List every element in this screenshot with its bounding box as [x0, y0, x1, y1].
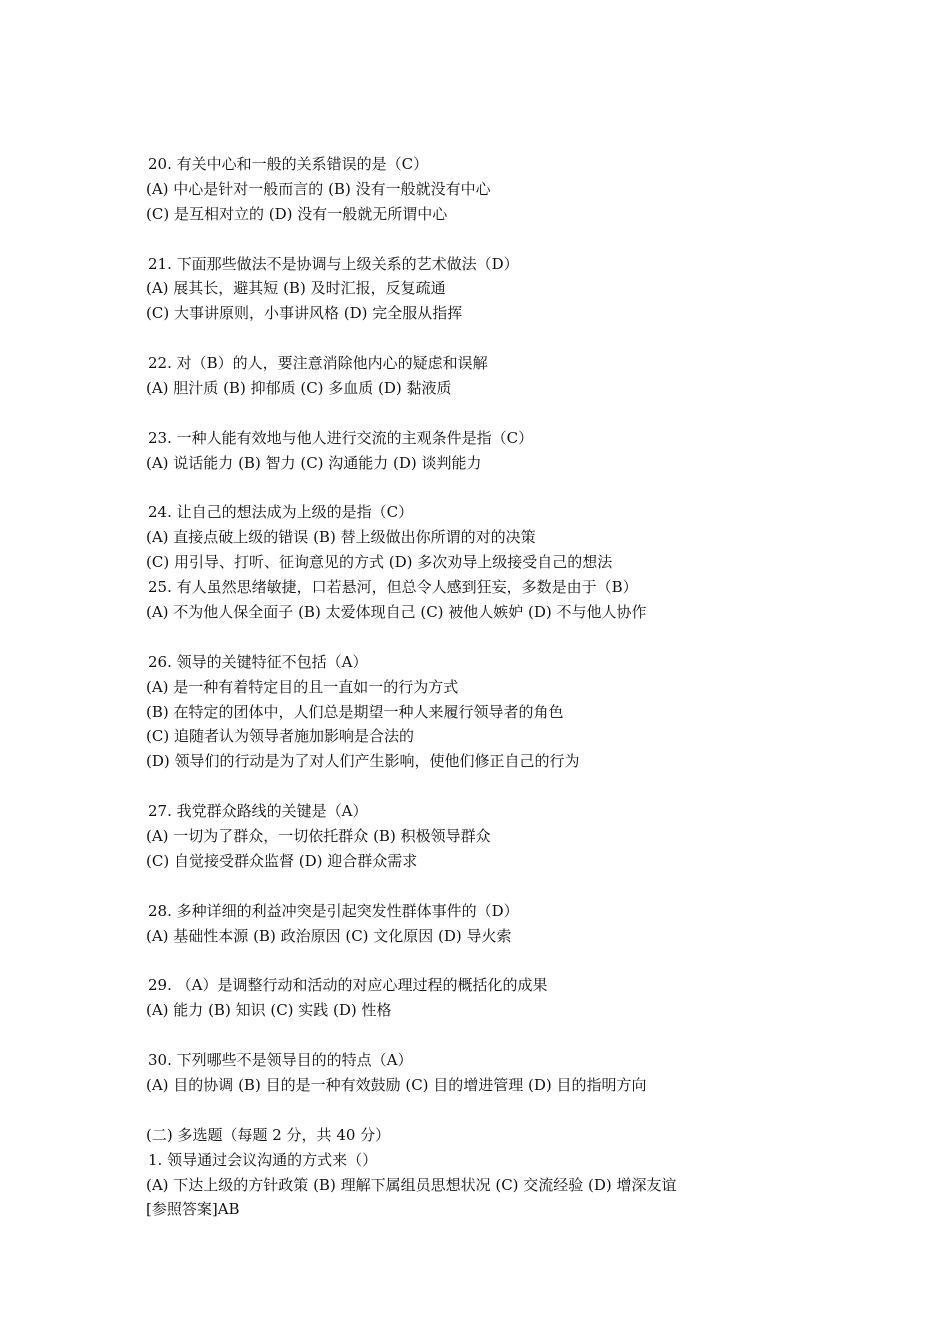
spacer — [146, 874, 846, 899]
question-26-options-4: (D) 领导们的行动是为了对人们产生影响，使他们修正自己的行为 — [146, 752, 580, 771]
question-26-stem: 26. 领导的关键特征不包括（A） — [148, 652, 368, 671]
spacer — [146, 625, 846, 650]
spacer — [146, 1023, 846, 1048]
spacer — [146, 949, 846, 974]
question-20-options-2: (C) 是互相对立的 (D) 没有一般就无所谓中心 — [146, 204, 448, 223]
question-26-options-1: (A) 是一种有着特定目的且一直如一的行为方式 — [146, 677, 459, 696]
spacer — [146, 476, 846, 501]
question-21-options-1: (A) 展其长，避其短 (B) 及时汇报，反复疏通 — [146, 279, 446, 298]
question-20-stem: 20. 有关中心和一般的关系错误的是（C） — [148, 155, 429, 173]
document-page — [146, 152, 846, 1222]
question-23-stem: 23. 一种人能有效地与他人进行交流的主观条件是指（C） — [148, 428, 534, 447]
multi-question-1-answer: [参照答案]AB — [146, 1200, 240, 1219]
question-23-options-1: (A) 说话能力 (B) 智力 (C) 沟通能力 (D) 谈判能力 — [146, 453, 482, 472]
spacer — [146, 227, 846, 252]
question-30-stem: 30. 下列哪些不是领导目的的特点（A） — [148, 1051, 413, 1070]
question-27-options-2: (C) 自觉接受群众监督 (D) 迎合群众需求 — [146, 851, 418, 870]
multi-question-1-stem: 1. 领导通过会议沟通的方式来（） — [148, 1150, 378, 1169]
question-25-options-1: (A) 不为他人保全面子 (B) 太爱体现自己 (C) 被他人嫉妒 (D) 不与他人协作 — [146, 603, 647, 622]
spacer — [146, 1098, 846, 1123]
question-24-options-2: (C) 用引导、打听、征询意见的方式 (D) 多次劝导上级接受自己的想法 — [146, 553, 613, 572]
question-26-options-2: (B) 在特定的团体中，人们总是期望一种人来履行领导者的角色 — [146, 702, 564, 721]
question-20-options-1: (A) 中心是针对一般而言的 (B) 没有一般就没有中心 — [146, 179, 491, 198]
question-24-options-1: (A) 直接点破上级的错误 (B) 替上级做出你所谓的对的决策 — [146, 528, 536, 547]
question-30-options-1: (A) 目的协调 (B) 目的是一种有效鼓励 (C) 目的增进管理 (D) 目的指明方向 — [146, 1075, 647, 1094]
question-22-stem: 22. 对（B）的人，要注意消除他内心的疑虑和误解 — [148, 354, 488, 373]
question-27-stem: 27. 我党群众路线的关键是（A） — [148, 802, 368, 821]
question-21-options-2: (C) 大事讲原则，小事讲风格 (D) 完全服从指挥 — [146, 304, 463, 323]
question-27-options-1: (A) 一切为了群众，一切依托群众 (B) 积极领导群众 — [146, 827, 491, 846]
spacer — [146, 326, 846, 351]
question-28-stem: 28. 多种详细的利益冲突是引起突发性群体事件的（D） — [148, 901, 519, 920]
question-22-options-1: (A) 胆汁质 (B) 抑郁质 (C) 多血质 (D) 黏液质 — [146, 379, 452, 398]
question-26-options-3: (C) 追随者认为领导者施加影响是合法的 — [146, 727, 414, 746]
multi-question-1-options: (A) 下达上级的方针政策 (B) 理解下属组员思想状况 (C) 交流经验 (D) 增深友谊 — [146, 1175, 677, 1194]
spacer — [146, 774, 846, 799]
question-29-stem: 29. （A）是调整行动和活动的对应心理过程的概括化的成果 — [148, 976, 548, 995]
question-28-options-1: (A) 基础性本源 (B) 政治原因 (C) 文化原因 (D) 导火索 — [146, 926, 512, 945]
spacer — [146, 401, 846, 426]
question-25-stem: 25. 有人虽然思绪敏捷，口若悬河，但总令人感到狂妄，多数是由于（B） — [148, 578, 638, 597]
section-heading-multi-choice: (二) 多选题（每题 2 分，共 40 分） — [146, 1125, 391, 1144]
question-21-stem: 21. 下面那些做法不是协调与上级关系的艺术做法（D） — [148, 254, 519, 273]
question-24-stem: 24. 让自己的想法成为上级的是指（C） — [148, 503, 414, 522]
question-29-options-1: (A) 能力 (B) 知识 (C) 实践 (D) 性格 — [146, 1001, 392, 1020]
